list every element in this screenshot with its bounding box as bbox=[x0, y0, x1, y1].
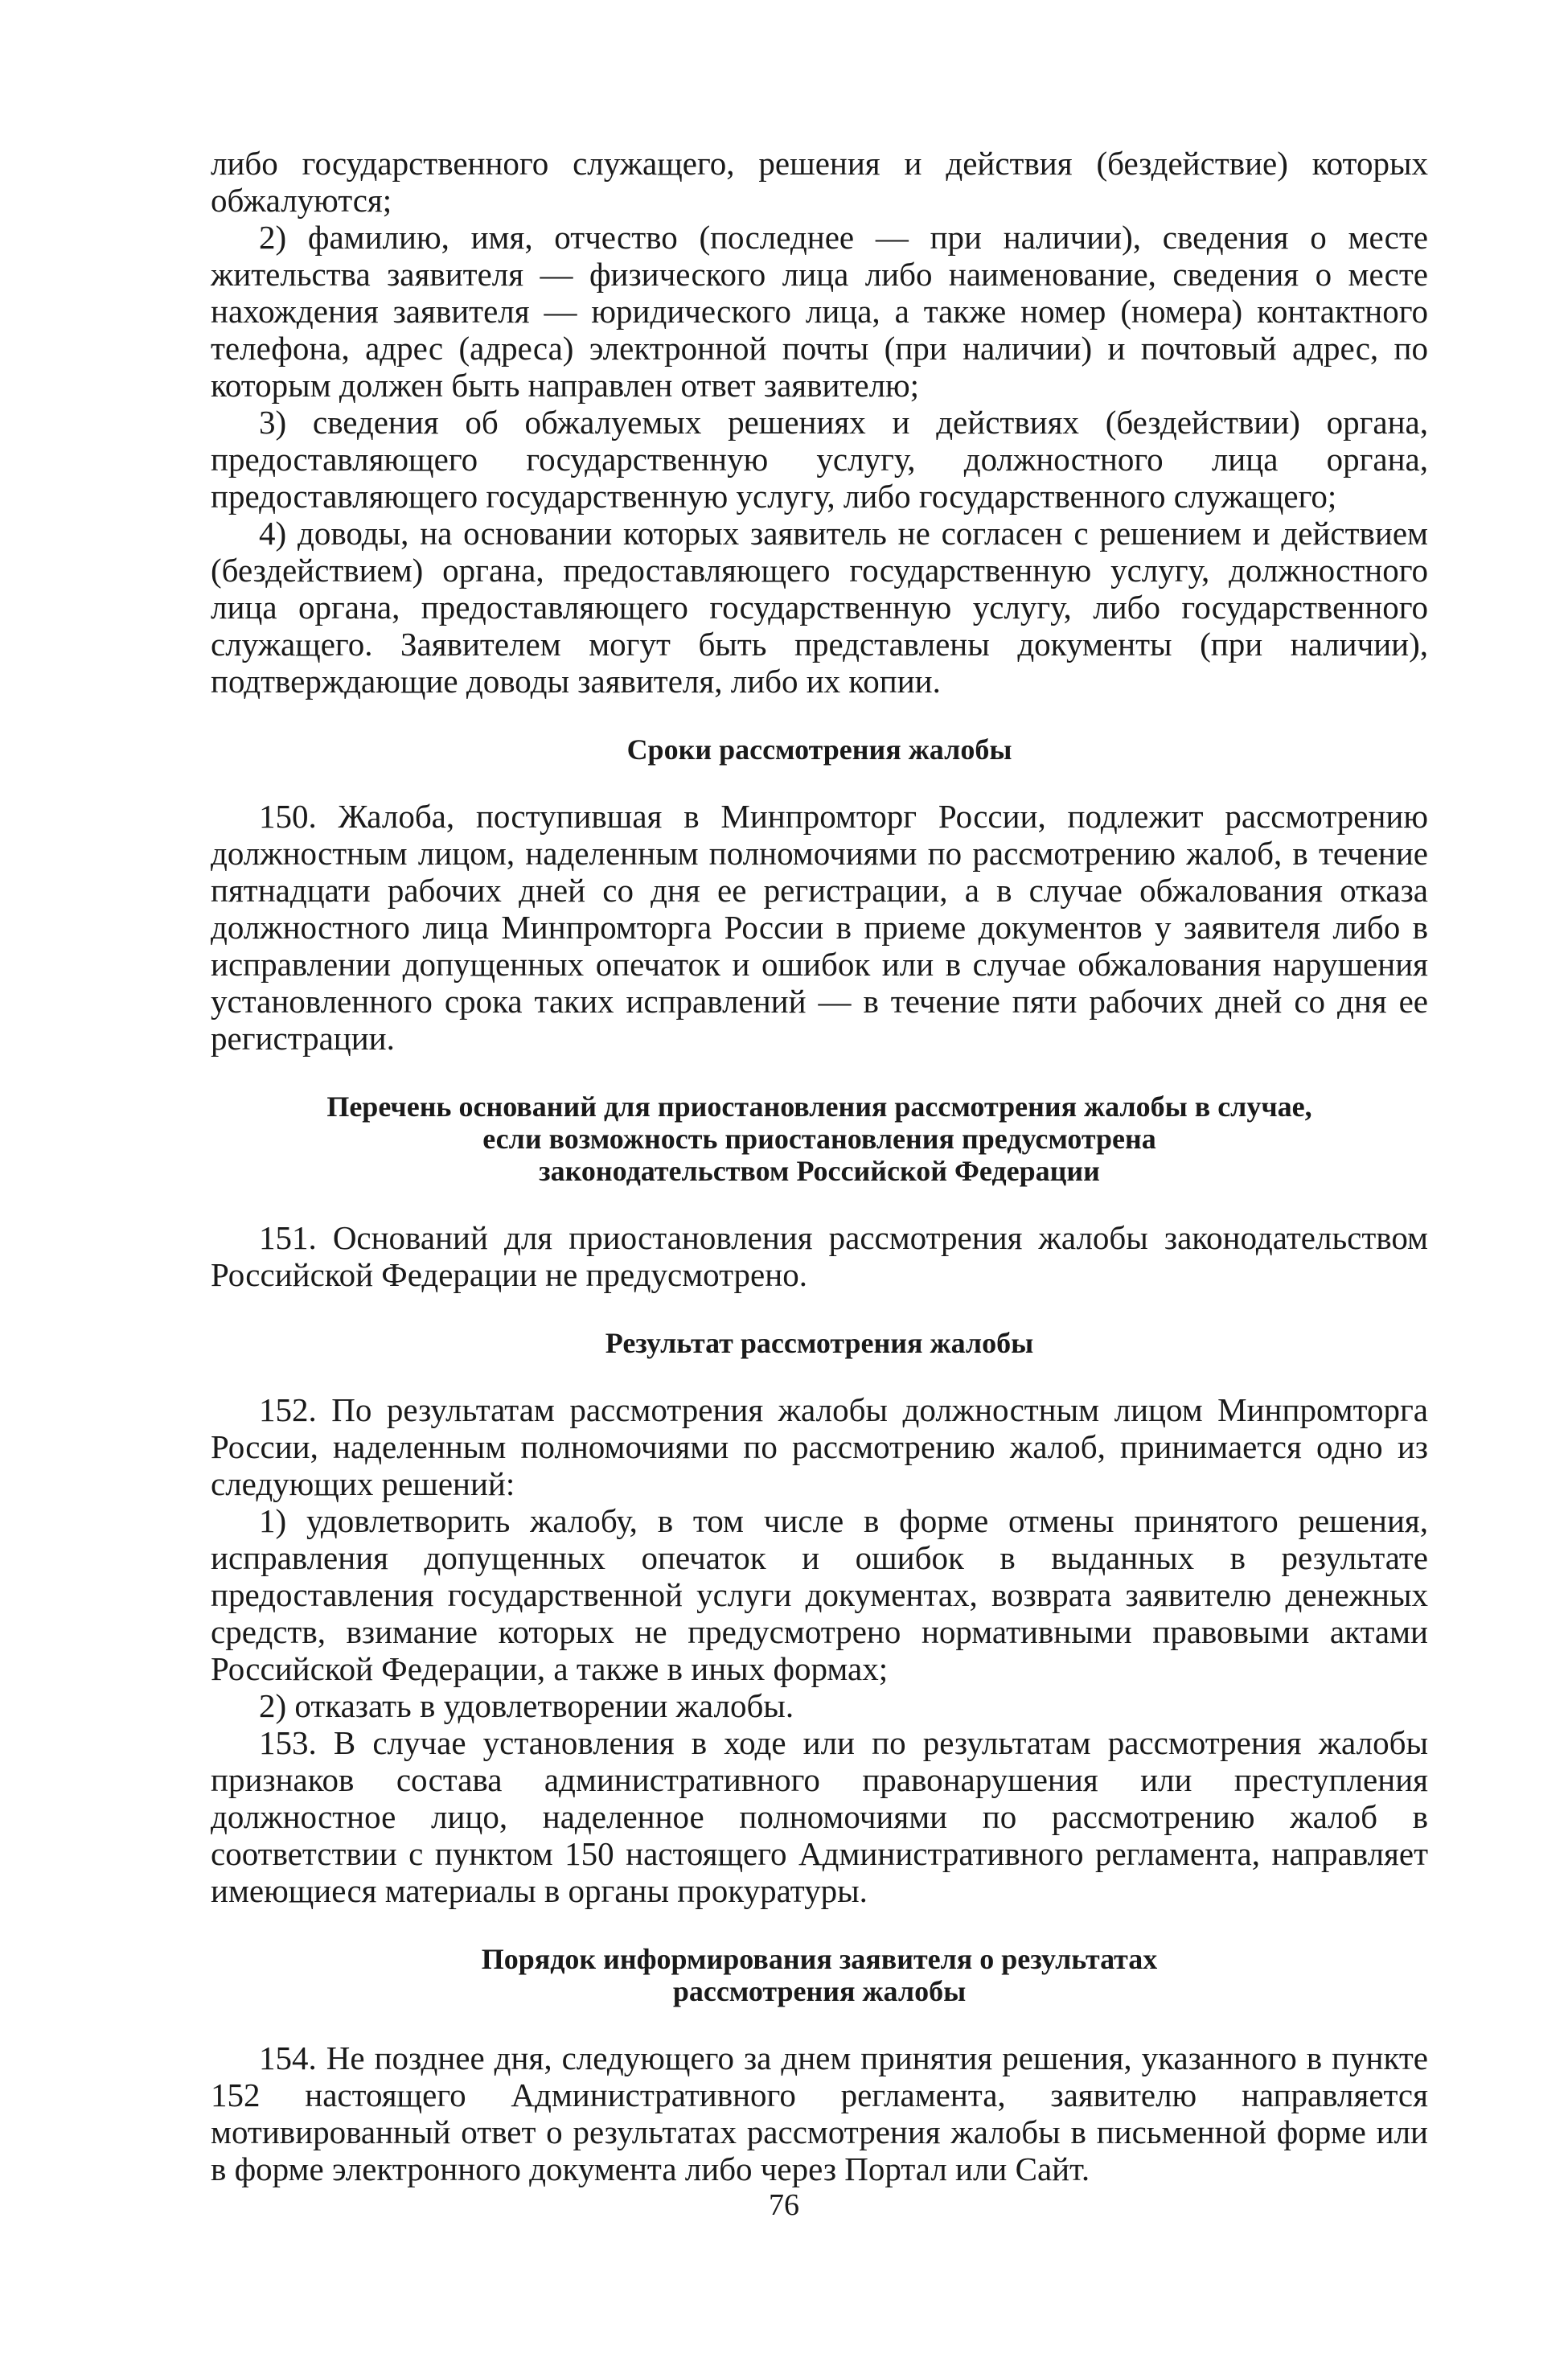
page-number: 76 bbox=[769, 2188, 799, 2222]
paragraph-item-4: 4) доводы, на основании которых заявитель не согласен с решением и действием (бездействием) органа, предоставляющего государственную услугу, должностного лица органа, предоставляющего государственную услугу, либо государственного служащего. Заявителем могут быть представлены документы (при наличии), подтверждающие доводы заявителя, либо их копии. bbox=[211, 515, 1428, 700]
section-heading-review-period: Сроки рассмотрения жалобы bbox=[626, 733, 1012, 766]
document-page bbox=[211, 145, 1428, 2187]
paragraph-152: 152. По результатам рассмотрения жалобы должностным лицом Минпромторга России, наделенным полномочиями по рассмотрению жалоб, принимается одно из следующих решений: bbox=[211, 1391, 1428, 1502]
heading-line: Порядок информирования заявителя о результатах bbox=[481, 1943, 1158, 1975]
heading-line: если возможность приостановления предусмотрена bbox=[482, 1123, 1156, 1155]
heading-line: законодательством Российской Федерации bbox=[539, 1155, 1100, 1187]
paragraph-continuation: либо государственного служащего, решения и действия (бездействие) которых обжалуются; bbox=[211, 145, 1428, 219]
section-heading-informing-procedure bbox=[211, 1943, 1428, 2007]
heading-line: Перечень оснований для приостановления рассмотрения жалобы в случае, bbox=[326, 1090, 1312, 1123]
paragraph-153: 153. В случае установления в ходе или по результатам рассмотрения жалобы признаков состава административного правонарушения или преступления должностное лицо, наделенное полномочиями по рассмотрению жалоб в соответствии с пунктом 150 настоящего Административного регламента, направляет имеющиеся материалы в органы прокуратуры. bbox=[211, 1724, 1428, 1909]
section-heading-review-result: Результат рассмотрения жалобы bbox=[605, 1327, 1034, 1359]
section-heading-suspension-grounds bbox=[211, 1090, 1428, 1187]
paragraph-151: 151. Оснований для приостановления рассмотрения жалобы законодательством Российской Федерации не предусмотрено. bbox=[211, 1219, 1428, 1293]
paragraph-item-2: 2) фамилию, имя, отчество (последнее — при наличии), сведения о месте жительства заявителя — физического лица либо наименование, сведения о месте нахождения заявителя — юридического лица, а также номер (номера) контактного телефона, адрес (адреса) электронной почты (при наличии) и почтовый адрес, по которым должен быть направлен ответ заявителю; bbox=[211, 219, 1428, 404]
paragraph-152-item-1: 1) удовлетворить жалобу, в том числе в форме отмены принятого решения, исправления допущенных опечаток и ошибок в выданных в результате предоставления государственной услуги документах, возврата заявителю денежных средств, взимание которых не предусмотрено нормативными правовыми актами Российской Федерации, а также в иных формах; bbox=[211, 1502, 1428, 1687]
paragraph-item-3: 3) сведения об обжалуемых решениях и действиях (бездействии) органа, предоставляющего государственную услугу, должностного лица органа, предоставляющего государственную услугу, либо государственного служащего; bbox=[211, 404, 1428, 515]
paragraph-150: 150. Жалоба, поступившая в Минпромторг России, подлежит рассмотрению должностным лицом, наделенным полномочиями по рассмотрению жалоб, в течение пятнадцати рабочих дней со дня ее регистрации, а в случае обжалования отказа должностного лица Минпромторга России в приеме документов у заявителя либо в исправлении допущенных опечаток и ошибок или в случае обжалования нарушения установленного срока таких исправлений — в течение пяти рабочих дней со дня ее регистрации. bbox=[211, 798, 1428, 1057]
paragraph-154: 154. Не позднее дня, следующего за днем принятия решения, указанного в пункте 152 настоящего Административного регламента, заявителю направляется мотивированный ответ о результатах рассмотрения жалобы в письменной форме или в форме электронного документа либо через Портал или Сайт. bbox=[211, 2039, 1428, 2187]
paragraph-152-item-2: 2) отказать в удовлетворении жалобы. bbox=[259, 1687, 794, 1724]
heading-line: рассмотрения жалобы bbox=[672, 1975, 967, 2007]
